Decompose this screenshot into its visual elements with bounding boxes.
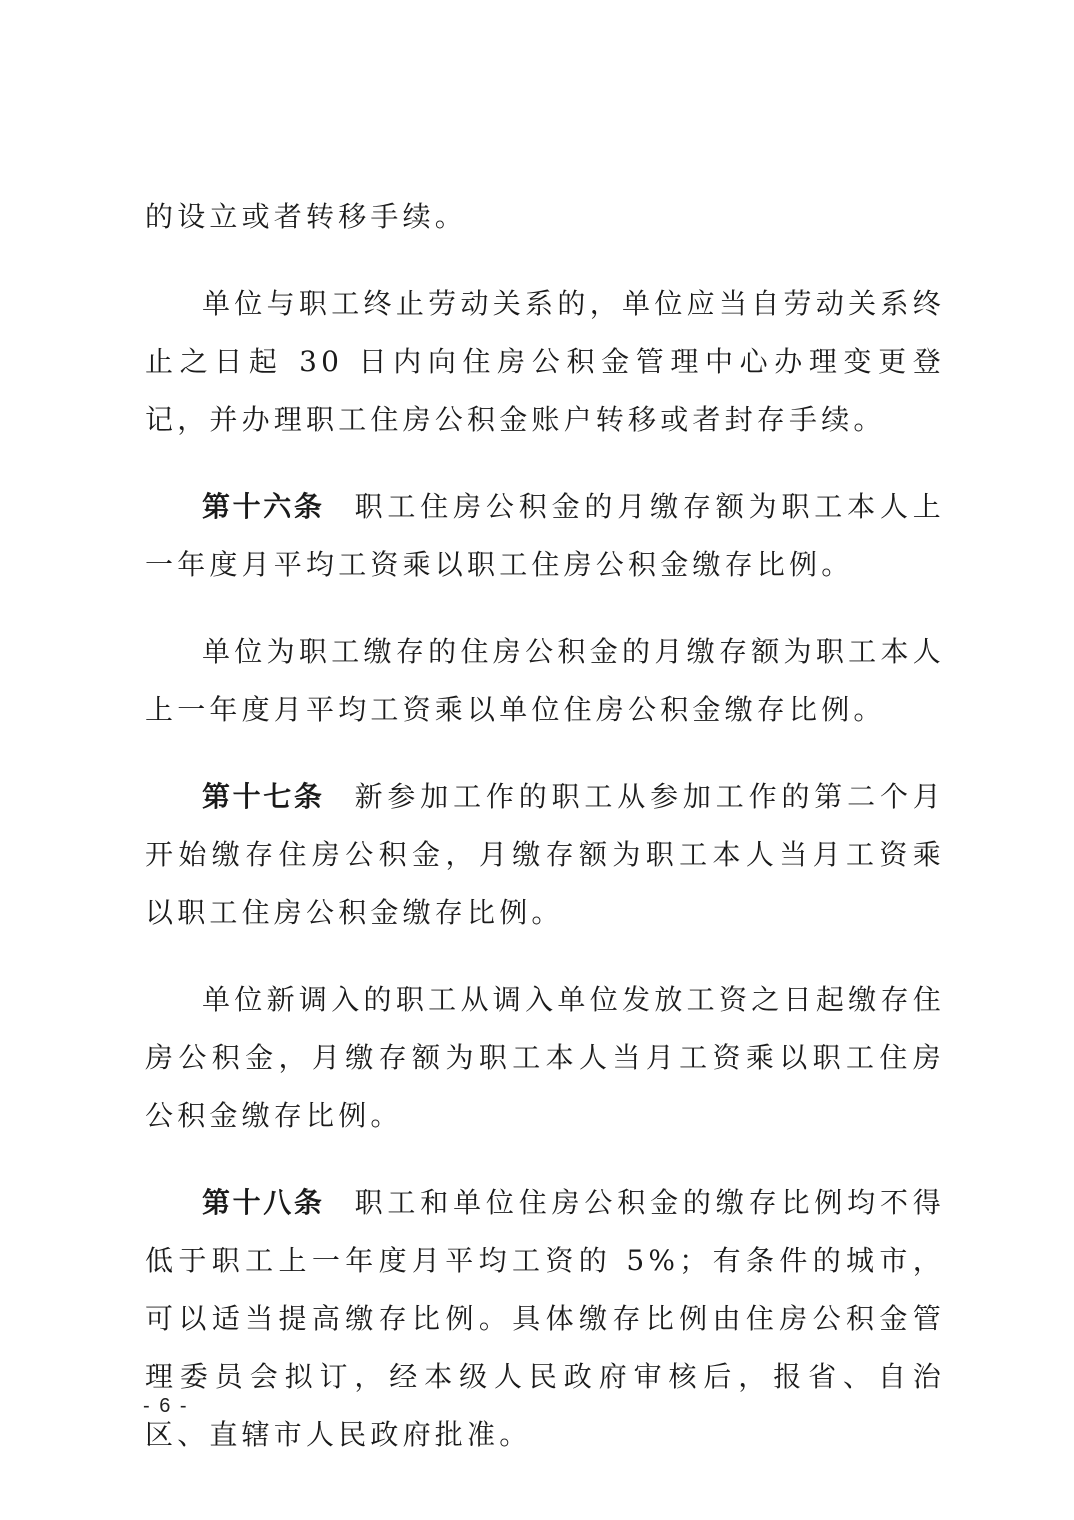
article-number: 第十七条	[202, 780, 325, 813]
article-18	[145, 1174, 945, 1464]
paragraph-text: 职工和单位住房公积金的缴存比例均不得低于职工上一年度月平均工资的 5%；有条件的城市，可以适当提高缴存比例。具体缴存比例由住房公积金管理委员会拟订，经本级人民政府审核后，报省、自治区、直辖市人民政府批准。	[145, 1186, 945, 1451]
article-number: 第十六条	[202, 490, 325, 523]
paragraph-text: 职工住房公积金的月缴存额为职工本人上一年度月平均工资乘以职工住房公积金缴存比例。	[145, 490, 945, 581]
article-17	[145, 768, 945, 942]
paragraph-text: 单位为职工缴存的住房公积金的月缴存额为职工本人上一年度月平均工资乘以单位住房公积金缴存比例。	[145, 635, 945, 726]
paragraph-termination	[145, 275, 945, 449]
paragraph-text: 的设立或者转移手续。	[145, 200, 468, 233]
page-number: - 6 -	[143, 1395, 189, 1417]
article-number: 第十八条	[202, 1186, 325, 1219]
document-body	[145, 188, 945, 1493]
paragraph-continuation	[145, 188, 945, 246]
paragraph-text: 单位新调入的职工从调入单位发放工资之日起缴存住房公积金，月缴存额为职工本人当月工资乘以职工住房公积金缴存比例。	[145, 983, 945, 1132]
paragraph-text: 单位与职工终止劳动关系的，单位应当自劳动关系终止之日起 30 日内向住房公积金管理中心办理变更登记，并办理职工住房公积金账户转移或者封存手续。	[145, 287, 945, 436]
paragraph-text: 新参加工作的职工从参加工作的第二个月开始缴存住房公积金，月缴存额为职工本人当月工资乘以职工住房公积金缴存比例。	[145, 780, 945, 929]
paragraph-transferred-employee	[145, 971, 945, 1145]
paragraph-employer-contribution	[145, 623, 945, 739]
article-16	[145, 478, 945, 594]
